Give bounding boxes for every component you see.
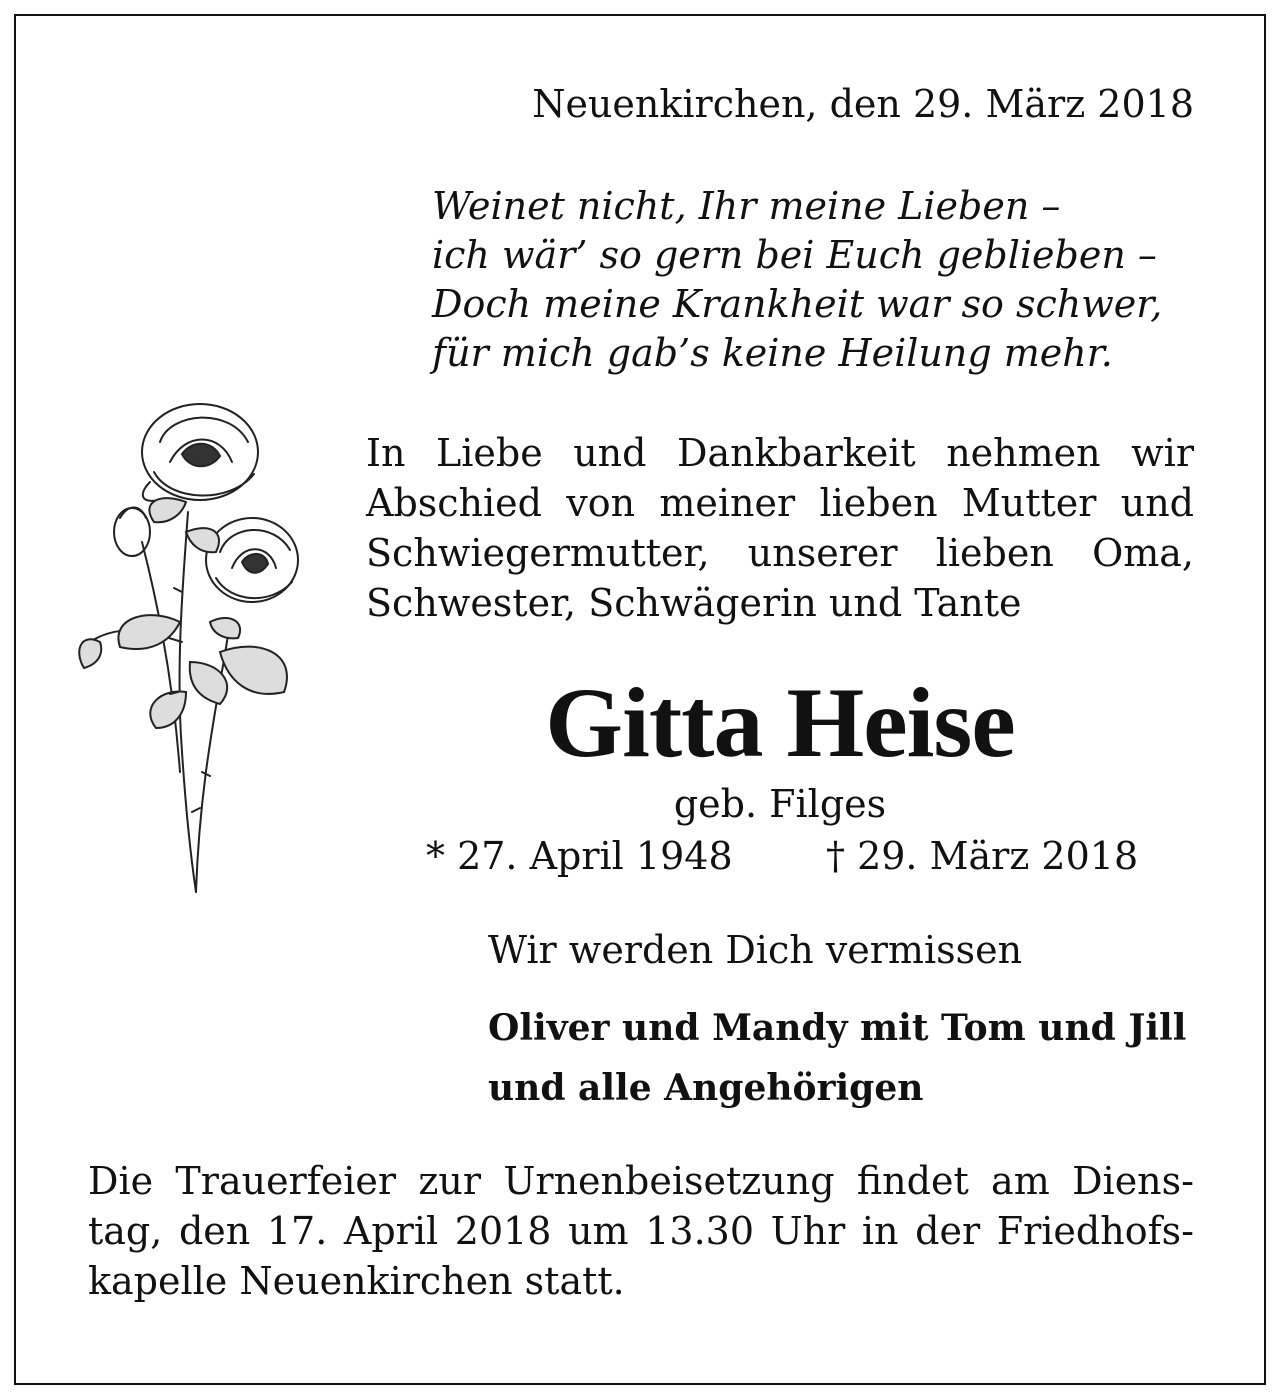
funeral-line: tag, den 17. April 2018 um 13.30 Uhr in der Friedhofs- xyxy=(88,1209,1194,1253)
deceased-name: Gitta Heise xyxy=(545,667,1015,778)
poem-line: Doch meine Krankheit war so schwer, xyxy=(432,282,1163,326)
poem-line: für mich gab’s keine Heilung mehr. xyxy=(432,331,1113,375)
intro-line: In Liebe und Dankbarkeit nehmen wir xyxy=(366,431,1194,475)
poem xyxy=(432,182,1212,378)
rose-drawing-icon xyxy=(70,392,310,902)
poem-line: ich wär’ so gern bei Euch geblieben – xyxy=(432,233,1157,277)
funeral-line: Die Trauerfeier zur Urnenbeisetzung findet am Diens- xyxy=(88,1159,1194,1203)
signer-line: Oliver und Mandy mit Tom und Jill xyxy=(488,1007,1187,1049)
funeral-line: kapelle Neuenkirchen statt. xyxy=(88,1259,625,1303)
intro-line: Abschied von meiner lieben Mutter und xyxy=(366,481,1194,525)
place-date: Neuenkirchen, den 29. März 2018 xyxy=(532,82,1194,126)
signers xyxy=(488,998,1186,1118)
poem-line: Weinet nicht, Ihr meine Lieben – xyxy=(432,184,1061,228)
intro-line: Schwiegermutter, unserer lieben Oma, xyxy=(366,531,1194,575)
intro-line: Schwester, Schwägerin und Tante xyxy=(366,581,1022,625)
signer-line: und alle Angehörigen xyxy=(488,1067,924,1109)
farewell-text: Wir werden Dich vermissen xyxy=(488,928,1023,972)
intro-text xyxy=(366,428,1194,628)
funeral-notice xyxy=(88,1156,1194,1306)
birth-date: * 27. April 1948 xyxy=(426,834,733,878)
birth-name: geb. Filges xyxy=(673,782,887,826)
death-date: † 29. März 2018 xyxy=(826,834,1139,878)
